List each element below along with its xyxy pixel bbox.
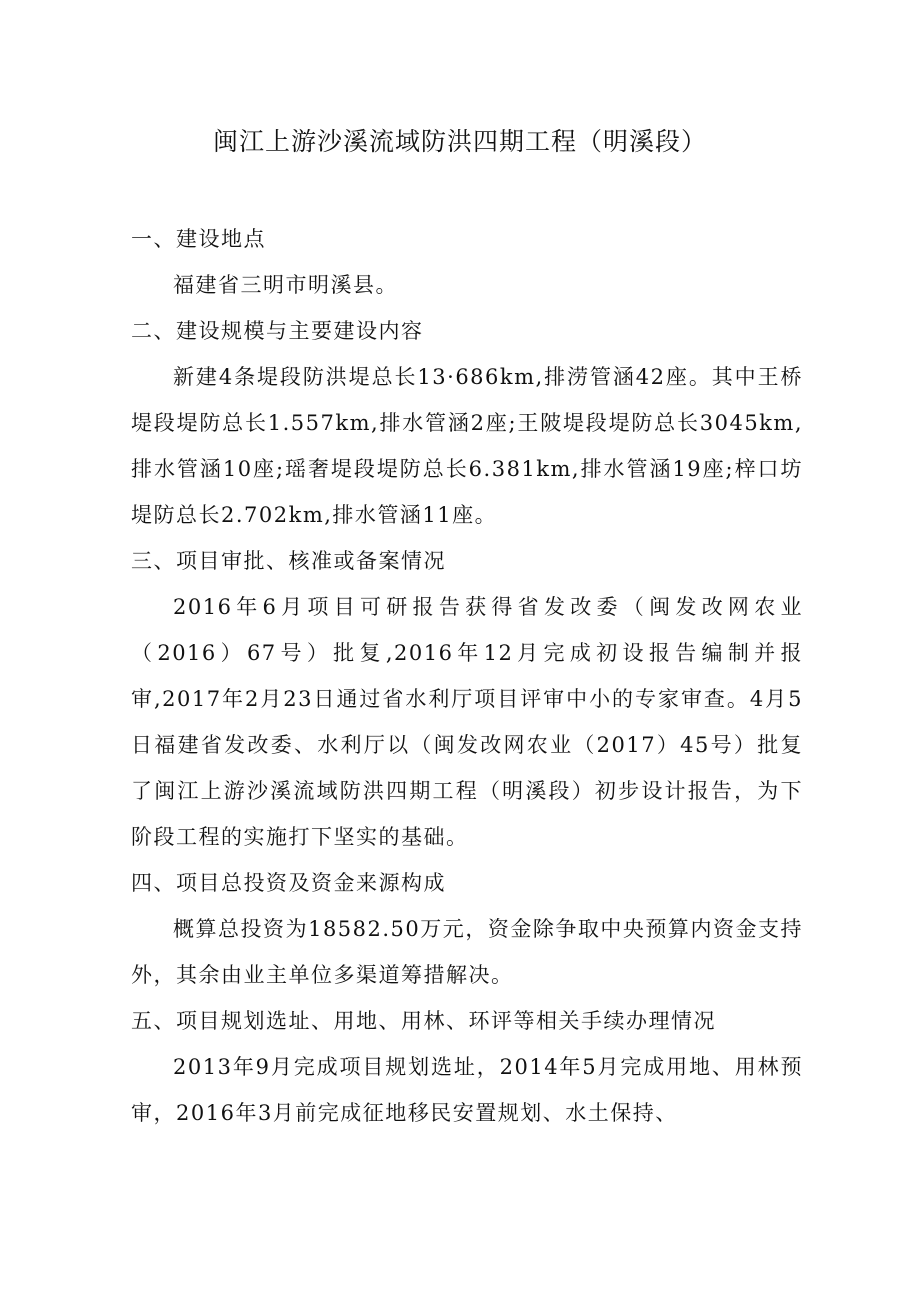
document-title: 闽江上游沙溪流域防洪四期工程（明溪段） — [212, 127, 707, 156]
section-body-investment: 概算总投资为18582.50万元，资金除争取中央预算内资金支持外，其余由业主单位多渠道筹措解决。 — [131, 917, 803, 987]
section-body-approval: 2016年6月项目可研报告获得省发改委（闽发改网农业（2016）67号）批复,2016年12月完成初设报告编制并报审,2017年2月23日通过省水利厅项目评审中小的专家审查。4月5日福建省发改委、水利厅以（闽发改网农业（2017）45号）批复了闽江上游沙溪流域防洪四期工程（明溪段）初步设计报告，为下阶段工程的实施打下坚实的基础。 — [131, 595, 803, 849]
section-heading-investment: 四、项目总投资及资金来源构成 — [131, 871, 446, 895]
section-body-location: 福建省三明市明溪县。 — [173, 273, 398, 297]
section-heading-scale: 二、建设规模与主要建设内容 — [131, 319, 424, 343]
section-body-scale: 新建4条堤段防洪堤总长13·686km,排涝管涵42座。其中王桥堤段堤防总长1.557km,排水管涵2座;王陂堤段堤防总长3045km,排水管涵10座;瑶奢堤段堤防总长6.381km,排水管涵19座;梓口坊堤防总长2.702km,排水管涵11座。 — [131, 365, 803, 527]
section-heading-procedures: 五、项目规划选址、用地、用林、环评等相关手续办理情况 — [131, 1009, 716, 1033]
document-body — [131, 216, 803, 1136]
section-heading-approval: 三、项目审批、核准或备案情况 — [131, 549, 446, 573]
section-heading-location: 一、建设地点 — [131, 227, 266, 251]
section-body-procedures: 2013年9月完成项目规划选址，2014年5月完成用地、用林预审，2016年3月前完成征地移民安置规划、水土保持、 — [131, 1055, 803, 1125]
